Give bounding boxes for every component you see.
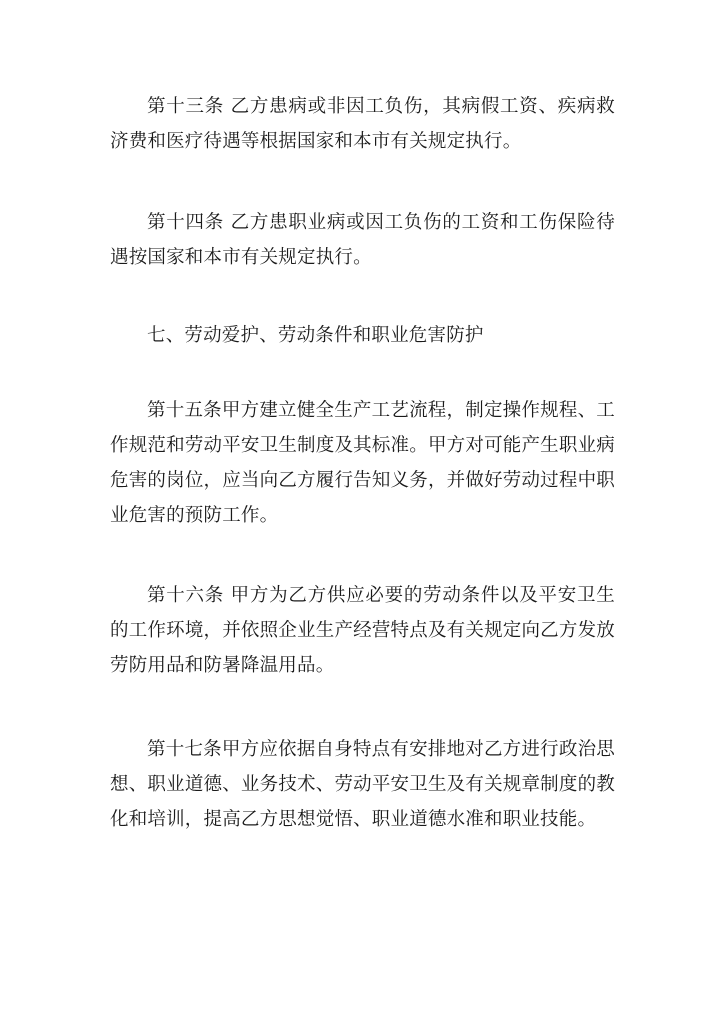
section-7-heading: 七、劳动爱护、劳动条件和职业危害防护 xyxy=(147,325,484,346)
article-17-paragraph: 第十七条甲方应依据自身特点有安排地对乙方进行政治思想、职业道德、业务技术、劳动平安卫生及有关规章制度的教化和培训，提高乙方思想觉悟、职业道德水准和职业技能。 xyxy=(110,739,615,830)
article-15-paragraph: 第十五条甲方建立健全生产工艺流程，制定操作规程、工作规范和劳动平安卫生制度及其标准。甲方对可能产生职业病危害的岗位，应当向乙方履行告知义务，并做好劳动过程中职业危害的预防工作。 xyxy=(110,400,615,526)
article-16-paragraph: 第十六条 甲方为乙方供应必要的劳动条件以及平安卫生的工作环境，并依照企业生产经营特点及有关规定向乙方发放劳防用品和防暑降温用品。 xyxy=(110,585,615,676)
article-13-paragraph: 第十三条 乙方患病或非因工负伤，其病假工资、疾病救济费和医疗待遇等根据国家和本市有关规定执行。 xyxy=(110,96,615,152)
article-14-paragraph: 第十四条 乙方患职业病或因工负伤的工资和工伤保险待遇按国家和本市有关规定执行。 xyxy=(110,212,615,268)
